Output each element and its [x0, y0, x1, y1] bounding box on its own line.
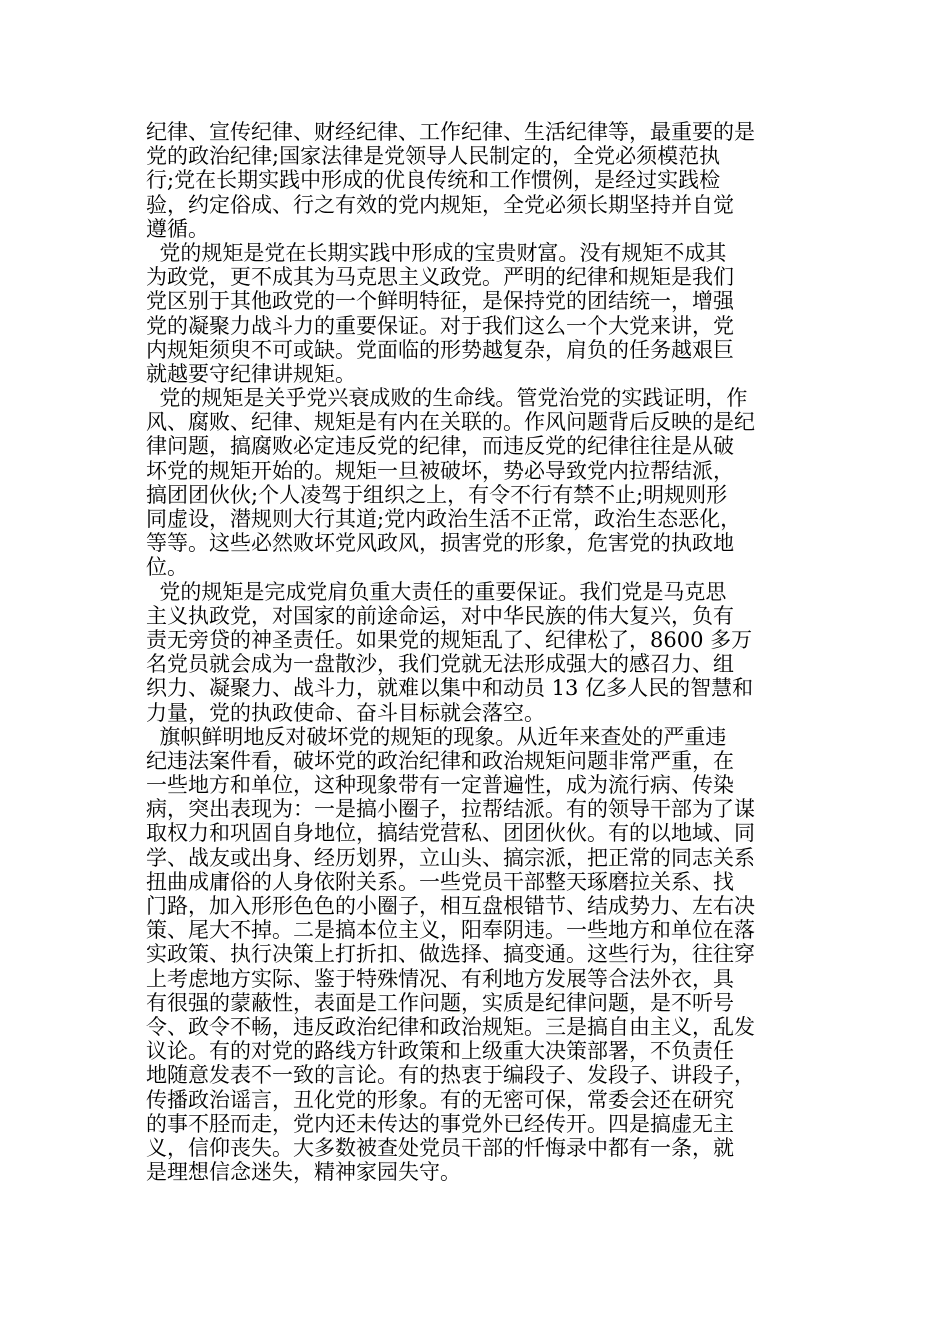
text-line: 党的凝聚力战斗力的重要保证。对于我们这么一个大党来讲，党 — [146, 313, 734, 338]
text-line: 旗帜鲜明地反对破坏党的规矩的现象。从近年来查处的严重违 — [146, 724, 727, 749]
text-line: 主义执政党，对国家的前途命运，对中华民族的伟大复兴，负有 — [146, 603, 734, 628]
text-line: 病，突出表现为：一是搞小圈子，拉帮结派。有的领导干部为了谋 — [146, 797, 755, 822]
text-line: 行;党在长期实践中形成的优良传统和工作惯例，是经过实践检 — [146, 168, 721, 193]
text-line: 遵循。 — [146, 216, 209, 241]
text-line: 为政党，更不成其为马克思主义政党。严明的纪律和规矩是我们 — [146, 265, 734, 290]
text-line: 位。 — [146, 555, 188, 580]
body-text — [146, 120, 812, 1184]
text-line: 搞团团伙伙;个人凌驾于组织之上，有令不行有禁不止;明规则形 — [146, 482, 728, 507]
text-line: 地随意发表不一致的言论。有的热衷于编段子、发段子、讲段子， — [146, 1063, 755, 1088]
text-line: 同虚设，潜规则大行其道;党内政治生活不正常，政治生态恶化， — [146, 507, 742, 531]
text-line: 是理想信念迷失，精神家园失守。 — [146, 1160, 461, 1185]
text-line: 策、尾大不掉。二是搞本位主义，阳奉阴违。一些地方和单位在落 — [146, 918, 755, 943]
text-line: 党区别于其他政党的一个鲜明特征，是保持党的团结统一，增强 — [146, 289, 734, 314]
text-line: 义，信仰丧失。大多数被查处党员干部的忏悔录中都有一条，就 — [146, 1135, 734, 1160]
text-line: 内规矩须臾不可或缺。党面临的形势越复杂，肩负的任务越艰巨 — [146, 337, 734, 362]
text-line: 门路，加入形形色色的小圈子，相互盘根错节、结成势力、左右决 — [146, 894, 755, 918]
text-line: 的事不胫而走，党内还未传达的事党外已经传开。四是搞虚无主 — [146, 1111, 734, 1136]
text-line: 力量，党的执政使命、奋斗目标就会落空。 — [146, 700, 545, 725]
text-line: 令、政令不畅，违反政治纪律和政治规矩。三是搞自由主义，乱发 — [146, 1014, 755, 1039]
text-line: 坏党的规矩开始的。规矩一旦被破坏，势必导致党内拉帮结派， — [146, 458, 734, 483]
text-line: 名党员就会成为一盘散沙，我们党就无法形成强大的感召力、组 — [146, 652, 734, 677]
text-line: 有很强的蒙蔽性，表面是工作问题，实质是纪律问题，是不听号 — [146, 990, 734, 1015]
text-line: 风、腐败、纪律、规矩是有内在关联的。作风问题背后反映的是纪 — [146, 410, 755, 435]
text-line: 一些地方和单位，这种现象带有一定普遍性，成为流行病、传染 — [146, 773, 734, 798]
text-line: 纪违法案件看，破坏党的政治纪律和政治规矩问题非常严重，在 — [146, 748, 734, 773]
text-line: 就越要守纪律讲规矩。 — [146, 361, 356, 386]
text-line: 验，约定俗成、行之有效的党内规矩，全党必须长期坚持并自觉 — [146, 192, 734, 217]
text-line: 党的规矩是完成党肩负重大责任的重要保证。我们党是马克思 — [146, 579, 727, 604]
text-line: 扭曲成庸俗的人身依附关系。一些党员干部整天琢磨拉关系、找 — [146, 869, 734, 894]
text-line: 实政策、执行决策上打折扣、做选择、搞变通。这些行为，往往穿 — [146, 942, 755, 967]
text-line: 学、战友或出身、经历划界，立山头、搞宗派，把正常的同志关系 — [146, 845, 755, 870]
text-line: 党的规矩是党在长期实践中形成的宝贵财富。没有规矩不成其 — [146, 240, 727, 265]
text-line: 责无旁贷的神圣责任。如果党的规矩乱了、纪律松了，8600 多万 — [146, 627, 753, 652]
text-line: 纪律、宣传纪律、财经纪律、工作纪律、生活纪律等，最重要的是 — [146, 120, 755, 144]
text-line: 等等。这些必然败坏党风政风，损害党的形象，危害党的执政地 — [146, 531, 734, 556]
text-line: 上考虑地方实际、鉴于特殊情况、有利地方发展等合法外衣，具 — [146, 966, 734, 991]
text-line: 议论。有的对党的路线方针政策和上级重大决策部署，不负责任 — [146, 1039, 734, 1064]
text-line: 律问题，搞腐败必定违反党的纪律，而违反党的纪律往往是从破 — [146, 434, 734, 459]
text-line: 织力、凝聚力、战斗力，就难以集中和动员 13 亿多人民的智慧和 — [146, 676, 754, 701]
text-line: 党的规矩是关乎党兴衰成败的生命线。管党治党的实践证明，作 — [146, 386, 748, 411]
text-line: 党的政治纪律;国家法律是党领导人民制定的，全党必须模范执 — [146, 144, 721, 169]
text-line: 取权力和巩固自身地位，搞结党营私、团团伙伙。有的以地域、同 — [146, 821, 755, 846]
text-line: 传播政治谣言，丑化党的形象。有的无密可保，常委会还在研究 — [146, 1087, 734, 1112]
